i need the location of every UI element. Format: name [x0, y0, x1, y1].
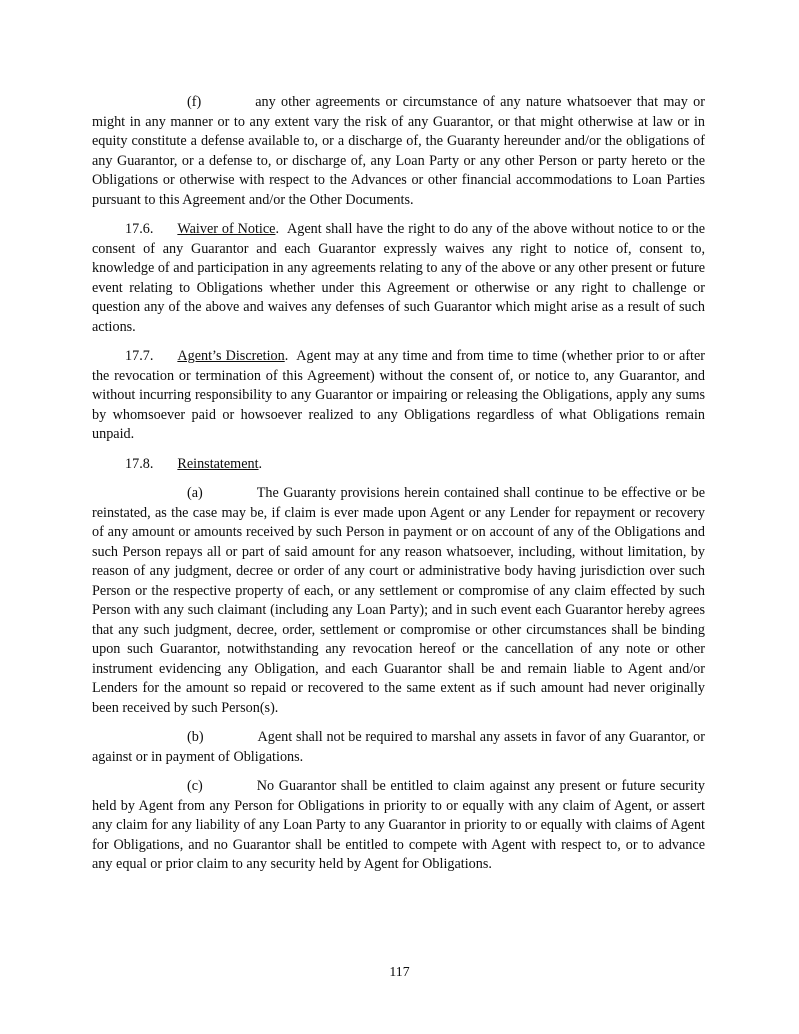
paragraph-c-body: No Guarantor shall be entitled to claim against any present or future security held by Agent from any Person for Obligations in priority to or equally with any claim of Agent, or assert any claim for any liability of any Loan Party to any Guarantor in priority to or equally with claims of Agent for Obligations, and no Guarantor shall be entitled to compete with Agent with respect to, or to advance any equal or prior claim to any security held by Agent for Obligations.: [92, 778, 705, 872]
section-17-8-heading: Reinstatement: [177, 455, 259, 472]
tab-space: [203, 496, 257, 497]
section-17-7: [92, 347, 705, 445]
section-17-8-number: 17.8.: [125, 455, 154, 472]
paragraph-b-body: Agent shall not be required to marshal any assets in favor of any Guarantor, or against or in payment of Obligations.: [92, 729, 705, 765]
paragraph-a-label: (a): [187, 485, 203, 501]
tab-space: [203, 789, 257, 790]
paragraph-b-label: (b): [187, 729, 204, 745]
paragraph-a: [92, 484, 705, 718]
tab-space: [204, 740, 258, 741]
section-17-7-number: 17.7.: [125, 348, 154, 364]
page-footer: [0, 963, 799, 981]
paragraph-b: [92, 728, 705, 767]
paragraph-f-label: (f): [187, 94, 202, 110]
tab-space: [279, 232, 287, 233]
paragraph-f: [92, 93, 705, 210]
section-17-7-sep: .: [284, 348, 289, 364]
section-17-6-number: 17.6.: [125, 221, 154, 237]
section-17-8-sep: .: [258, 455, 263, 472]
paragraph-f-body: any other agreements or circumstance of any nature whatsoever that may or might in any manner or to any extent vary the risk of any Guarantor, or that might otherwise at law or in equity constitute a defense available to, or a discharge of, the Guaranty hereunder and/or the obligations of any Guarantor, or a defense to, or discharge of, any Loan Party or any other Person or party hereto or the Obligations or otherwise with respect to the Advances or other financial accommodations to Loan Parties pursuant to this Agreement and/or the Other Documents.: [92, 94, 705, 208]
section-17-7-body: Agent may at any time and from time to time (whether prior to or after the revocation or termination of this Agreement) without the consent of, or notice to, any Guarantor, and without incurring responsibility to any Guarantor or impairing or releasing the Obligations, apply any sums by whomsoever paid or howsoever realized to any Obligations regardless of what Obligations remain unpaid.: [92, 348, 706, 442]
section-17-6: [92, 220, 705, 337]
section-17-7-heading: Agent’s Discretion: [177, 348, 285, 364]
section-17-6-body: Agent shall have the right to do any of the above without notice to or the consent of any Guarantor and each Guarantor expressly waives any right to notice of, consent to, knowledge of and participation in any agreements relating to any of the above or any other present or future event relating to Obligations whether under this Agreement or otherwise or any right to challenge or question any of the above and waives any defenses of such Guarantor which might arise as a result of such actions.: [92, 221, 705, 335]
paragraph-c-label: (c): [187, 778, 203, 794]
section-17-6-sep: .: [275, 221, 279, 237]
section-17-8: [92, 455, 705, 475]
tab-space: [153, 359, 177, 360]
page-content: [92, 93, 705, 885]
section-17-6-heading: Waiver of Notice: [177, 221, 276, 237]
tab-space: [153, 232, 177, 233]
paragraph-a-body: The Guaranty provisions herein contained shall continue to be effective or be reinstated, as the case may be, if claim is ever made upon Agent or any Lender for repayment or recovery of any amount or amounts received by such Person in payment or on account of any of the Obligations and such Person repays all or part of said amount for any reason whatsoever, including, without limitation, by reason of any judgment, decree or order of any court or administrative body having jurisdiction over such Person or the respective property of each, or any settlement or compromise of any claim effected by such Person with any such claimant (including any Loan Party); and in such event each Guarantor hereby agrees that any such judgment, decree, order, settlement or compromise or other circumstances shall be binding upon such Guarantor, notwithstanding any revocation hereof or the cancellation of any note or other instrument evidencing any Obligation, and each Guarantor shall be and remain liable to Agent and/or Lenders for the amount so repaid or recovered to the same extent as if such amount had never originally been received by such Person(s).: [92, 485, 705, 716]
tab-space: [201, 105, 255, 106]
tab-space: [153, 467, 177, 468]
page-number: 117: [389, 964, 410, 979]
paragraph-c: [92, 777, 705, 875]
